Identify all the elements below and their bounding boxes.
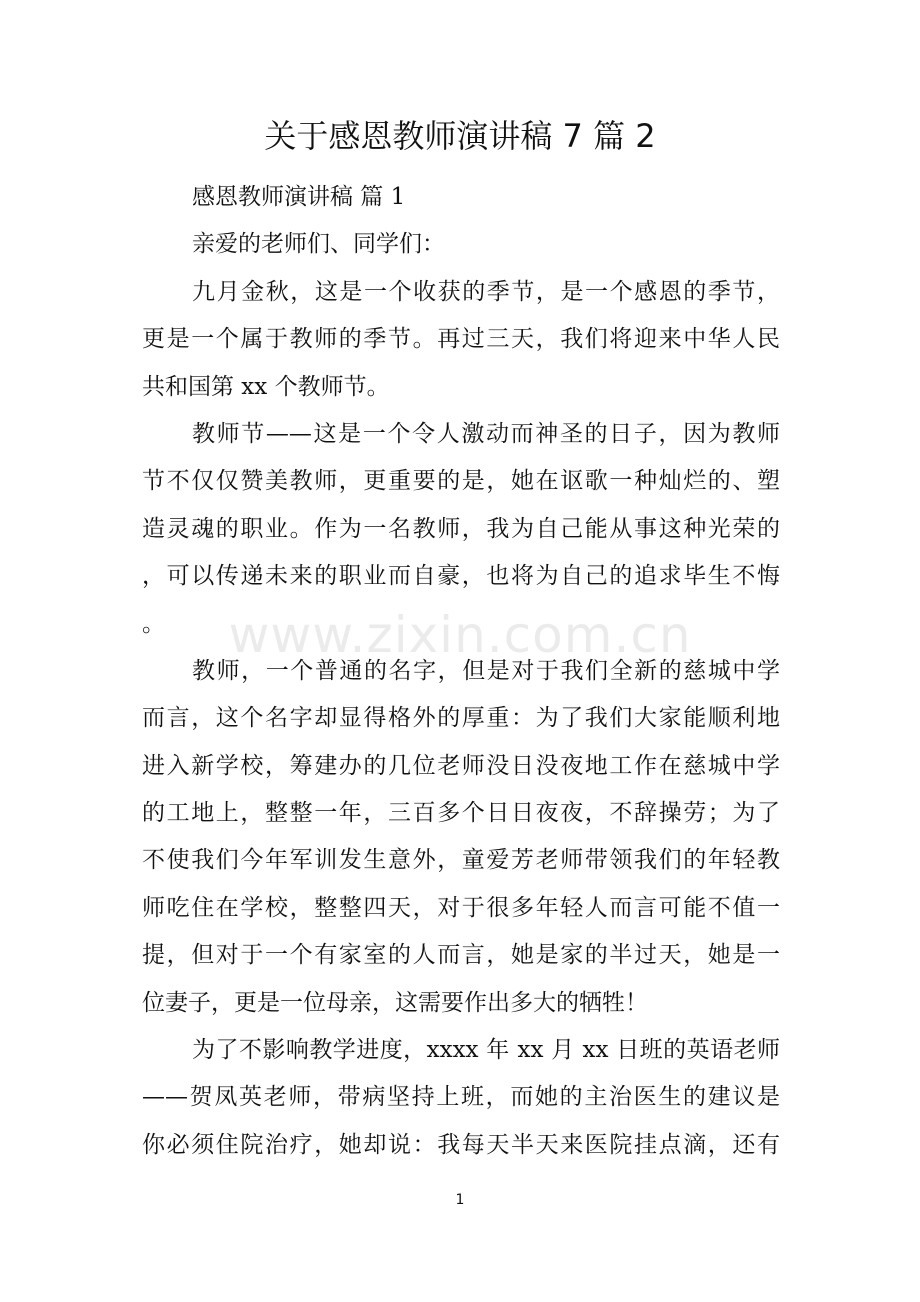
document-title: 关于感恩教师演讲稿 7 篇 2: [264, 117, 656, 155]
body-line: 师吃住在学校，整整四天，对于很多年轻人而言可能不值一: [142, 894, 780, 921]
body-line: 共和国第 xx 个教师节。: [142, 373, 390, 400]
body-line: 提，但对于一个有家室的人而言，她是家的半过天，她是一: [142, 942, 780, 969]
salutation: 亲爱的老师们、同学们：: [192, 231, 445, 258]
watermark: www.zixin.com.cn: [228, 606, 692, 664]
body-line: ，可以传递未来的职业而自豪，也将为自己的追求毕生不悔: [142, 563, 780, 590]
body-line: 而言，这个名字却显得格外的厚重：为了我们大家能顺利地: [142, 705, 780, 732]
body-line: 九月金秋，这是一个收获的季节，是一个感恩的季节，: [192, 278, 780, 305]
body-line: 节不仅仅赞美教师，更重要的是，她在讴歌一种灿烂的、塑: [142, 468, 780, 495]
body-line: 。: [142, 610, 165, 637]
body-line: ——贺凤英老师，带病坚持上班，而她的主治医生的建议是: [142, 1084, 780, 1111]
body-line: 进入新学校，筹建办的几位老师没日没夜地工作在慈城中学: [142, 752, 780, 779]
body-line: 的工地上，整整一年，三百多个日日夜夜，不辞操劳；为了: [142, 800, 780, 827]
body-line: 位妻子，更是一位母亲，这需要作出多大的牺牲！: [142, 989, 648, 1016]
document-body: [142, 174, 780, 1169]
body-line: 教师节——这是一个令人激动而神圣的日子，因为教师: [192, 420, 780, 447]
body-line: 更是一个属于教师的季节。再过三天，我们将迎来中华人民: [142, 326, 780, 353]
page-number: 1: [455, 1192, 465, 1208]
section-heading: 感恩教师演讲稿 篇 1: [192, 184, 406, 210]
body-line: 为了不影响教学进度，xxxx 年 xx 月 xx 日班的英语老师: [192, 1037, 780, 1064]
body-line: 教师，一个普通的名字，但是对于我们全新的慈城中学: [192, 657, 780, 684]
body-line: 你必须住院治疗，她却说：我每天半天来医院挂点滴，还有: [142, 1131, 780, 1158]
body-line: 不使我们今年军训发生意外，童爱芳老师带领我们的年轻教: [142, 847, 780, 874]
body-line: 造灵魂的职业。作为一名教师，我为自己能从事这种光荣的: [142, 515, 780, 542]
